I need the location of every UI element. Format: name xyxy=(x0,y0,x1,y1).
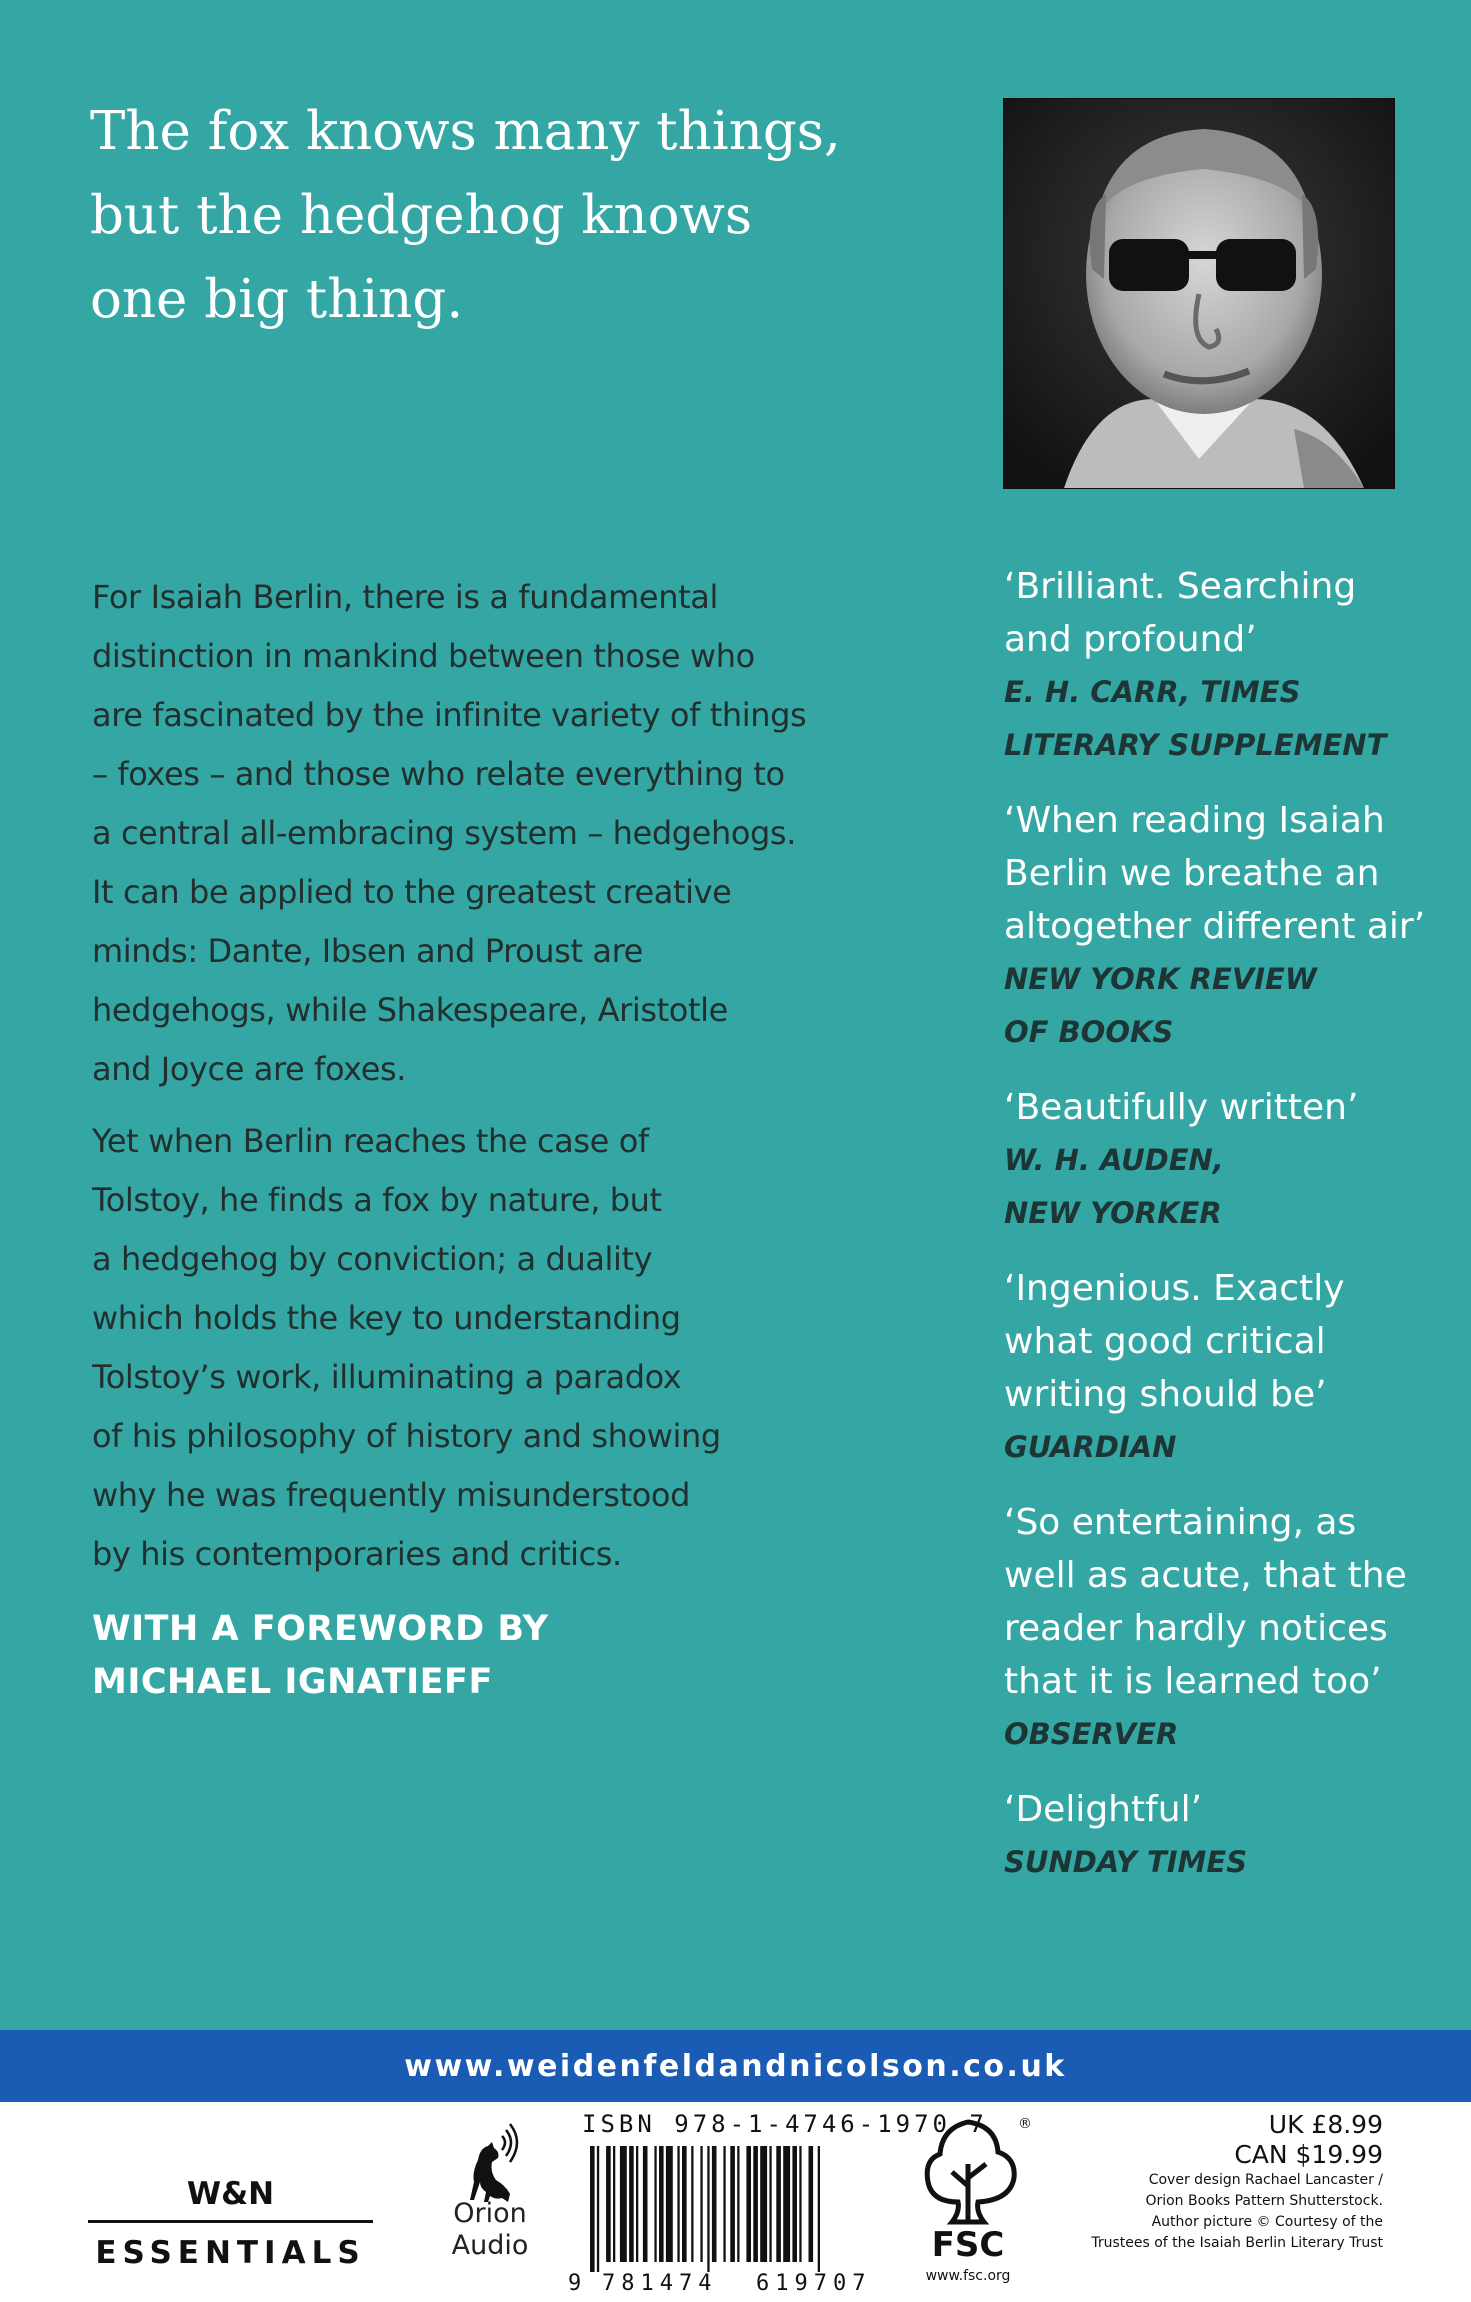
quote-text: reader hardly notices xyxy=(1004,1608,1388,1649)
review-quote xyxy=(1004,794,1444,1059)
blurb-line: For Isaiah Berlin, there is a fundamental xyxy=(92,578,718,616)
barcode-bar xyxy=(597,2146,599,2272)
cover-credit: Trustees of the Isaiah Berlin Literary Trust xyxy=(1091,2235,1383,2251)
barcode-bar xyxy=(769,2146,771,2262)
quote-text: altogether different air’ xyxy=(1004,906,1426,947)
audio-imprint xyxy=(430,2198,550,2262)
fsc-url: www.fsc.org xyxy=(925,2268,1011,2284)
publisher-website: www.weidenfeldandnicolson.co.uk xyxy=(404,2048,1067,2084)
quote-source: W. H. AUDEN, xyxy=(1004,1143,1224,1177)
quote-text: well as acute, that the xyxy=(1004,1555,1407,1596)
review-quotes xyxy=(1004,560,1444,1911)
barcode-digits-left: 781474 xyxy=(602,2271,718,2296)
blurb-paragraph xyxy=(92,1112,922,1584)
barcode-bar xyxy=(723,2146,725,2262)
quote-text: Berlin we breathe an xyxy=(1004,853,1380,894)
publisher-mark: W&N xyxy=(186,2176,275,2212)
barcode-bar xyxy=(677,2146,679,2262)
quote-text: what good critical xyxy=(1004,1321,1326,1362)
barcode-bar xyxy=(760,2146,767,2262)
imprint-line: Audio xyxy=(451,2230,529,2261)
fsc-tree-icon xyxy=(927,2122,1014,2222)
blurb-line: a hedgehog by conviction; a duality xyxy=(92,1240,653,1278)
blurb-line: Tolstoy’s work, illuminating a paradox xyxy=(92,1358,682,1396)
barcode-bar xyxy=(730,2146,735,2262)
foreword-credit xyxy=(92,1603,548,1709)
barcode-bar xyxy=(712,2146,717,2262)
price-block xyxy=(1091,2110,1383,2254)
blurb-line: why he was frequently misunderstood xyxy=(92,1476,690,1514)
tagline-line: The fox knows many things, xyxy=(90,101,841,162)
quote-text: ‘Brilliant. Searching xyxy=(1004,566,1357,607)
barcode-bar xyxy=(753,2146,758,2262)
quote-source: GUARDIAN xyxy=(1004,1430,1177,1464)
quote-text: that it is learned too’ xyxy=(1004,1661,1382,1702)
blurb-line: are fascinated by the infinite variety of things xyxy=(92,696,807,734)
barcode xyxy=(568,2140,908,2300)
quote-text: ‘Beautifully written’ xyxy=(1004,1087,1359,1128)
tagline-line: but the hedgehog knows xyxy=(90,185,753,246)
barcode-bar xyxy=(700,2146,702,2262)
blurb-line: distinction in mankind between those who xyxy=(92,637,755,675)
blurb-line: a central all-embracing system – hedgehogs. xyxy=(92,814,796,852)
imprint-line: Orion xyxy=(453,2198,527,2229)
tagline xyxy=(90,90,950,342)
quote-source: NEW YORKER xyxy=(1004,1196,1222,1230)
review-quote xyxy=(1004,1262,1444,1474)
logo-divider xyxy=(88,2220,373,2223)
cover-credit: Orion Books Pattern Shutterstock. xyxy=(1145,2193,1383,2209)
blurb-line: Yet when Berlin reaches the case of xyxy=(92,1122,649,1160)
quote-source: OF BOOKS xyxy=(1004,1015,1174,1049)
barcode-bar xyxy=(792,2146,797,2262)
barcode-bar xyxy=(799,2146,801,2262)
blurb-line: by his contemporaries and critics. xyxy=(92,1535,622,1573)
registered-mark: ® xyxy=(1018,2116,1032,2132)
tagline-line: one big thing. xyxy=(90,269,464,330)
barcode-bar xyxy=(590,2146,595,2272)
barcode-bar xyxy=(707,2146,709,2272)
blurb-paragraph xyxy=(92,568,922,1099)
barcode-bar xyxy=(682,2146,687,2262)
quote-text: ‘When reading Isaiah xyxy=(1004,800,1385,841)
review-quote xyxy=(1004,560,1444,772)
cover-credit: Cover design Rachael Lancaster / xyxy=(1148,2172,1383,2188)
blurb xyxy=(92,568,922,1584)
blurb-line: hedgehogs, while Shakespeare, Aristotle xyxy=(92,991,728,1029)
blurb-line: which holds the key to understanding xyxy=(92,1299,681,1337)
isbn-label: ISBN 978-1-4746-1970-7 xyxy=(582,2110,988,2138)
barcode-bar xyxy=(691,2146,693,2262)
barcode-bar xyxy=(620,2146,627,2262)
foreword-line: WITH A FOREWORD BY xyxy=(92,1609,549,1649)
foreword-line: MICHAEL IGNATIEFF xyxy=(92,1662,493,1702)
quote-text: ‘Ingenious. Exactly xyxy=(1004,1268,1345,1309)
review-quote xyxy=(1004,1783,1444,1889)
quote-source: LITERARY SUPPLEMENT xyxy=(1004,728,1387,762)
barcode-bar xyxy=(746,2146,751,2262)
quote-source: NEW YORK REVIEW xyxy=(1004,962,1317,996)
cover-credit: Author picture © Courtesy of the xyxy=(1151,2214,1383,2230)
barcode-bar xyxy=(783,2146,790,2262)
barcode-bar xyxy=(818,2146,820,2272)
barcode-bar xyxy=(659,2146,664,2262)
barcode-bar xyxy=(629,2146,634,2262)
barcode-bar xyxy=(636,2146,638,2262)
quote-text: writing should be’ xyxy=(1004,1374,1327,1415)
barcode-bar xyxy=(666,2146,673,2262)
blurb-line: minds: Dante, Ibsen and Proust are xyxy=(92,932,643,970)
barcode-bar xyxy=(654,2146,656,2262)
quote-text: ‘Delightful’ xyxy=(1004,1789,1203,1830)
price-can: CAN $19.99 xyxy=(1234,2140,1383,2169)
quote-source: OBSERVER xyxy=(1004,1717,1179,1751)
barcode-bar xyxy=(809,2146,814,2262)
blurb-line: and Joyce are foxes. xyxy=(92,1050,407,1088)
barcode-bar xyxy=(737,2146,739,2262)
blurb-line: It can be applied to the greatest creative xyxy=(92,873,732,911)
barcode-bar xyxy=(613,2146,615,2262)
quote-source: E. H. CARR, TIMES xyxy=(1004,675,1301,709)
price-uk: UK £8.99 xyxy=(1268,2110,1383,2139)
barcode-bar xyxy=(606,2146,611,2262)
quote-text: and profound’ xyxy=(1004,619,1257,660)
review-quote xyxy=(1004,1496,1444,1761)
blurb-line: of his philosophy of history and showing xyxy=(92,1417,721,1455)
quote-source: SUNDAY TIMES xyxy=(1004,1845,1248,1879)
fsc-label: FSC xyxy=(931,2225,1005,2265)
barcode-bar xyxy=(643,2146,648,2262)
barcode-digits-right: 619707 xyxy=(756,2271,872,2296)
barcode-digit-prefix: 9 xyxy=(568,2271,582,2296)
publisher-logo xyxy=(88,2172,373,2273)
series-name: ESSENTIALS xyxy=(95,2235,366,2271)
review-quote xyxy=(1004,1081,1444,1240)
quote-text: ‘So entertaining, as xyxy=(1004,1502,1357,1543)
blurb-line: Tolstoy, he finds a fox by nature, but xyxy=(92,1181,662,1219)
barcode-bar xyxy=(776,2146,781,2262)
blurb-line: – foxes – and those who relate everything to xyxy=(92,755,785,793)
author-photo xyxy=(1003,98,1395,489)
fsc-logo xyxy=(918,2106,1038,2302)
